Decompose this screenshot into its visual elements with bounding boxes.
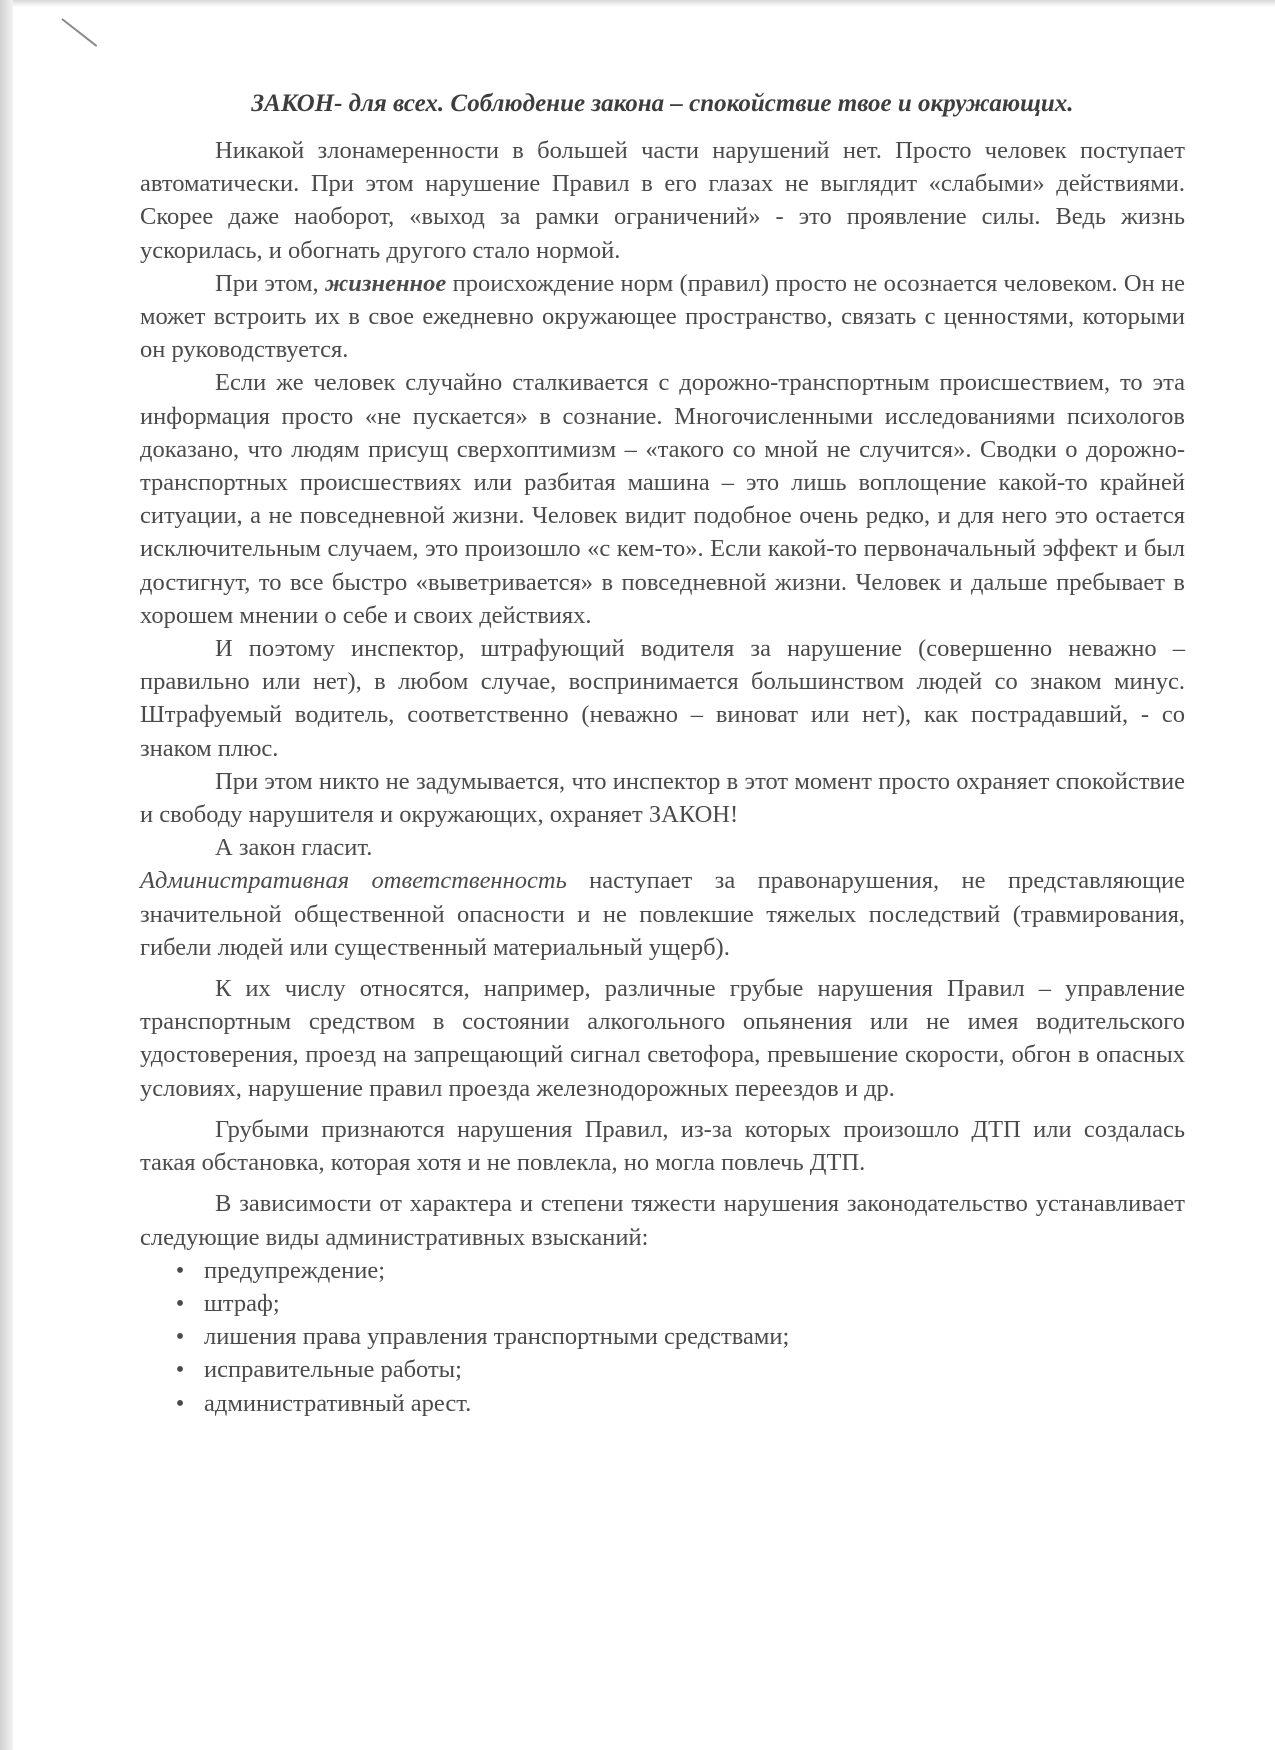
paragraph-8: К их числу относятся, например, различные грубые нарушения Правил – управление транспортным средством в состоянии алкогольного опьянения или не имея водительского удостоверения, проезд на запрещающий сигнал светофора, превышение скорости, обгон в опасных условиях, нарушение правил проезда железнодорожных переездов и др. — [140, 975, 1185, 1102]
scan-corner-mark — [61, 18, 97, 47]
paragraph-5: При этом никто не задумывается, что инспектор в этот момент просто охраняет спокойствие и свободу нарушителя и окружающих, охраняет ЗАКОН! — [140, 767, 1185, 829]
paragraph-3: Если же человек случайно сталкивается с дорожно-транспортным происшествием, то эта информация просто «не пускается» в сознание. Многочисленными исследованиями психологов доказано, что людям присущ сверхоптимизм – «такого со мной не случится». Сводки о дорожно-транспортных происшествиях или разбитая машина – это лишь воплощение какой-то крайней ситуации, а не повседневной жизни. Человек видит подобное очень редко, и для него это остается исключительным случаем, это произошло «с кем-то». Если какой-то первоначальный эффект и был достигнут, то все быстро «выветривается» в повседневной жизни. Человек и дальше пребывает в хорошем мнении о себе и своих действиях. — [140, 369, 1185, 629]
list-item-text: административный арест. — [204, 1389, 472, 1417]
list-item-text: лишения права управления транспортными средствами; — [204, 1323, 790, 1351]
paragraph-2-rest: происхождение норм (правил) просто не осознается человеком. Он не может встроить их в свое ежедневно окружающее пространство, связать с ценностями, которыми он руководствуется. — [140, 269, 1185, 364]
bullet-icon: • — [175, 1356, 185, 1384]
bullet-icon: • — [175, 1389, 185, 1417]
list-item-text: штраф; — [204, 1289, 280, 1317]
paragraph-6: А закон гласит. — [215, 834, 373, 862]
bullet-icon: • — [175, 1256, 185, 1284]
list-item — [170, 1254, 1185, 1287]
list-item-text: предупреждение; — [204, 1256, 386, 1284]
sanctions-list — [140, 1254, 1185, 1420]
scan-edge-top — [13, 0, 1275, 7]
document-page — [140, 88, 1185, 1420]
bullet-icon: • — [175, 1289, 185, 1317]
paragraph-4: И поэтому инспектор, штрафующий водителя за нарушение (совершенно неважно – правильно или нет), в любом случае, воспринимается большинством людей со знаком минус. Штрафуемый водитель, соответственно (неважно – виноват или нет), как пострадавший, - со знаком плюс. — [140, 635, 1185, 762]
paragraph-2-start: При этом, — [215, 269, 325, 297]
paragraph-10: В зависимости от характера и степени тяжести нарушения законодательство устанавливает следующие виды административных взысканий: — [140, 1190, 1185, 1251]
list-item-text: исправительные работы; — [204, 1356, 462, 1384]
bullet-icon: • — [175, 1323, 185, 1351]
paragraph-7 — [140, 864, 1185, 964]
list-item — [170, 1387, 1185, 1420]
paragraph-9: Грубыми признаются нарушения Правил, из-за которых произошло ДТП или создалась такая обстановка, которая хотя и не повлекла, но могла повлечь ДТП. — [140, 1115, 1185, 1177]
paragraph-1: Никакой злонамеренности в большей части нарушений нет. Просто человек поступает автоматически. При этом нарушение Правил в его глазах не выглядит «слабыми» действиями. Скорее даже наоборот, «выход за рамки ограничений» - это проявление силы. Ведь жизнь ускорилась, и обогнать другого стало нормой. — [140, 137, 1185, 264]
paragraph-2-emphasis: жизненное — [324, 269, 447, 297]
scan-edge-left — [0, 0, 13, 1750]
list-item — [170, 1287, 1185, 1320]
paragraph-2 — [140, 267, 1185, 367]
paragraph-7-term: Административная ответственность — [140, 867, 567, 895]
document-title: ЗАКОН- для всех. Соблюдение закона – спокойствие твое и окружающих. — [251, 90, 1074, 117]
list-item — [170, 1353, 1185, 1386]
list-item — [170, 1320, 1185, 1353]
paragraph-7-rest: наступает за правонарушения, не представляющие значительной общественной опасности и не повлекшие тяжелых последствий (травмирования, гибели людей или существенный материальный ущерб). — [140, 867, 1186, 961]
